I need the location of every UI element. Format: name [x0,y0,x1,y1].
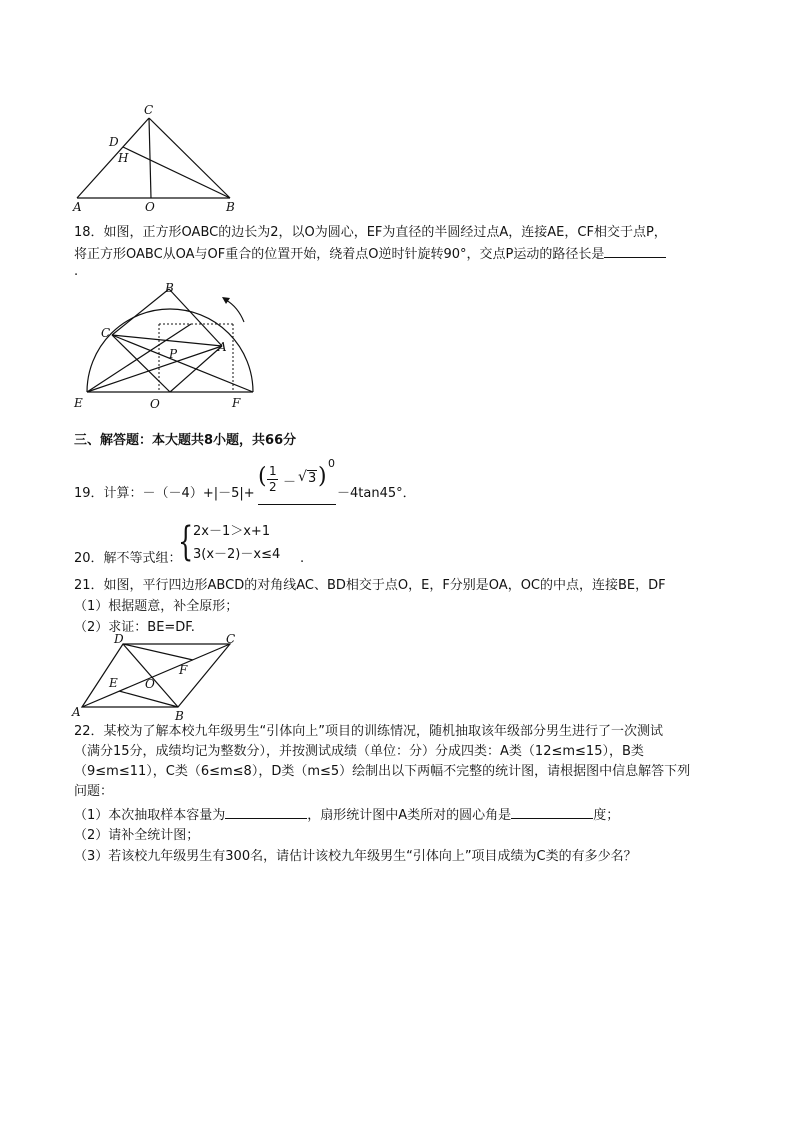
label-A: A [72,705,81,719]
segment-AE [87,346,222,392]
section-heading: 三、解答题：本大题共8小题，共66分 [74,433,297,448]
q21-line2: （1）根据题意，补全原形； [74,599,239,614]
q21-line3: （2）求证：BE=DF. [74,620,195,635]
label-O: O [150,397,160,411]
label-D: D [114,632,124,646]
q22-sub1-b: ，扇形统计图中A类所对的圆心角是 [307,808,512,823]
q22-sub1-c: 度； [593,808,620,823]
label-F: F [232,396,241,410]
label-C: C [144,103,154,117]
label-A: A [73,200,82,214]
segment-DB [123,147,230,198]
q19-text: 19．计算：－（－4）+|－5|+ [74,486,255,501]
label-C: C [101,326,111,340]
q18-line1: 18．如图，正方形OABC的边长为2，以O为圆心，EF为直径的半圆经过点A，连接AE，CF相交于点P， [74,225,667,240]
label-P: P [169,347,178,361]
segment-AC [77,118,149,198]
q22-line2: （满分15分，成绩均记为整数分），并按测试成绩（单位：分）分成四类：A类（12≤m≤15），B类 [74,744,644,759]
label-O: O [145,677,155,691]
segment-CB [149,118,230,198]
minus-sign: － [283,475,297,490]
segment-BE [119,691,178,707]
q21-line1: 21．如图，平行四边形ABCD的对角线AC、BD相交于点O，E，F分别是OA，OC的中点，连接BE，DF [74,578,666,593]
segment-AP [112,335,222,346]
label-C: C [226,632,236,646]
half-numerator: 1 [269,464,277,478]
label-H: H [118,151,129,165]
paren-open: ( [258,464,267,489]
segment-CO [149,118,151,198]
paren-close: ) [318,464,327,489]
q22-sub2: （2）请补全统计图； [74,828,200,843]
q19-fraction [258,457,336,505]
q20-text: 20．解不等式组： [74,551,182,566]
semicircle-figure-q18 [66,280,266,412]
brace-icon: { [178,519,194,565]
label-B: B [165,281,174,295]
segment-CF [112,335,253,392]
q22-line4: 问题： [74,784,114,799]
diagonal-AC [82,644,230,707]
q22-sub3: （3）若该校九年级男生有300名，请估计该校九年级男生“引体向上”项目成绩为C类的有多少名？ [74,849,637,864]
label-E: E [74,396,83,410]
exponent: 0 [328,457,335,470]
q22-sub1 [74,804,619,826]
q18-text: 将正方形OABC从OA与OF重合的位置开始，绕着点O逆时针旋转90°，交点P运动的路径长是 [74,247,605,262]
label-F: F [179,663,188,677]
q20-suffix: . [300,551,305,566]
answer-blank-q18[interactable] [604,243,666,258]
sqrt-argument: 3 [308,471,317,486]
q18-line3: . [74,264,79,279]
parallelogram-figure-q21 [68,632,248,724]
label-E: E [109,676,118,690]
half-denominator: 2 [269,480,277,494]
label-O: O [145,200,155,214]
q22-line1: 22．某校为了解本校九年级男生“引体向上”项目的训练情况，随机抽取该年级部分男生进行了一次测试 [74,724,664,739]
q22-sub1-a: （1）本次抽取样本容量为 [74,808,226,823]
square-side-CB [112,289,169,335]
label-D: D [109,135,119,149]
sqrt-icon: √ [298,469,307,485]
square-side-BA [169,289,222,346]
diagonal-BD [123,644,178,707]
triangle-figure-q17 [60,100,260,215]
label-B: B [175,709,184,723]
label-B: B [226,200,235,214]
q18-line2 [74,243,666,265]
rotation-arrow-icon [226,300,244,322]
rotation-arrowhead-icon [222,297,230,304]
inequality-1: 2x－1＞x+1 [193,524,271,539]
answer-blank-sample-size[interactable] [225,804,307,819]
answer-blank-angle[interactable] [511,804,593,819]
label-A: A [218,340,227,354]
q22-line3: （9≤m≤11），C类（6≤m≤8），D类（m≤5）绘制出以下两幅不完整的统计图，请根据图中信息解答下列 [74,764,691,779]
inequality-2: 3(x－2)－x≤4 [193,547,281,562]
segment-DF [123,644,193,660]
q19-suffix: －4tan45°． [337,486,416,501]
